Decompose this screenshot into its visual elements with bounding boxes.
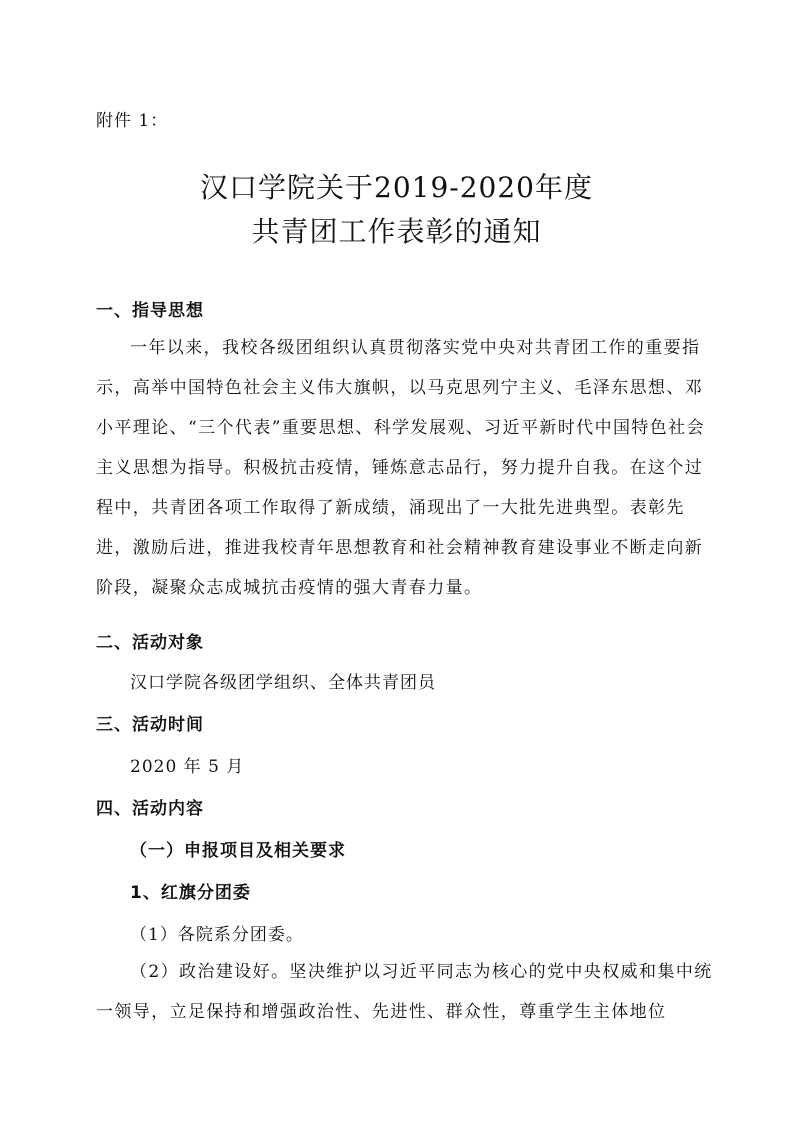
document-title-line-2: 共青团工作表彰的通知 xyxy=(251,215,542,248)
section-heading-content: 四、活动内容 xyxy=(96,799,204,819)
section-heading-guiding-ideology: 一、指导思想 xyxy=(96,301,204,321)
subsection-heading-items: （一）申报项目及相关要求 xyxy=(130,841,346,861)
section-body-guiding-ideology: 一年以来，我校各级团组织认真贯彻落实党中央对共青团工作的重要指示，高举中国特色社会主义伟大旗帜，以马克思列宁主义、毛泽东思想、邓小平理论、“三个代表”重要思想、科学发展观、习近平新时代中国特色社会主义思想为指导。积极抗击疫情，锤炼意志品行，努力提升自我。在这个过程中，共青团各项工作取得了新成绩，涌现出了一大批先进典型。表彰先进，激励后进，推进我校青年思想教育和社会精神教育建设事业不断走向新阶段，凝聚众志成城抗击疫情的强大青春力量。 xyxy=(96,338,705,598)
item-heading-red-flag: 1、红旗分团委 xyxy=(130,883,251,903)
item-point-1: （1）各院系分团委。 xyxy=(130,925,304,945)
section-heading-participants: 二、活动对象 xyxy=(96,633,204,653)
section-body-participants: 汉口学院各级团学组织、全体共青团员 xyxy=(130,673,436,693)
section-heading-time: 三、活动时间 xyxy=(96,715,204,735)
section-body-time: 2020 年 5 月 xyxy=(130,757,245,777)
item-point-2: （2）政治建设好。坚决维护以习近平同志为核心的党中央权威和集中统一领导，立足保持和增强政治性、先进性、群众性，尊重学生主体地位 xyxy=(96,962,713,1022)
attachment-label: 附件 1： xyxy=(96,111,169,131)
document-title-line-1: 汉口学院关于2019-2020年度 xyxy=(200,171,593,204)
